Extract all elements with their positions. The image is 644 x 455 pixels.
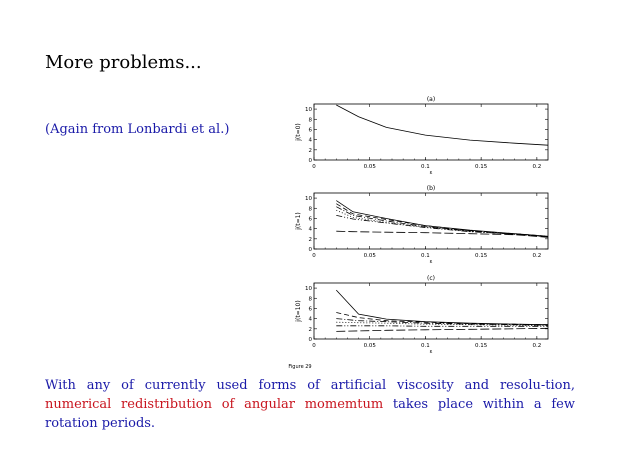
x-tick-label: 0.2 — [532, 253, 542, 259]
y-tick-label: 4 — [308, 316, 312, 323]
y-axis-label: j(t=10) — [295, 300, 302, 322]
y-tick-label: 6 — [308, 306, 312, 313]
series-line — [336, 210, 548, 237]
x-tick-label: 0 — [312, 343, 316, 349]
y-tick-label: 4 — [308, 226, 312, 233]
caption-part1: With any of currently used forms of artificial viscosity and resolu-tion, — [45, 378, 575, 393]
y-tick-label: 0 — [308, 247, 312, 253]
series-line — [336, 231, 548, 237]
y-axis-label: j(t=0) — [295, 123, 302, 141]
series-line — [336, 313, 548, 325]
series-line — [336, 201, 548, 237]
y-axis-label: j(t=1) — [295, 212, 302, 230]
y-tick-label: 8 — [308, 117, 312, 124]
x-tick-label: 0.05 — [363, 343, 376, 349]
x-axis-label: ε — [429, 259, 433, 265]
plot-frame — [314, 104, 548, 160]
y-tick-label: 10 — [305, 196, 312, 203]
caption — [45, 376, 575, 433]
x-tick-label: 0.1 — [421, 343, 430, 349]
x-tick-label: 0 — [312, 253, 316, 259]
plot-frame — [314, 283, 548, 339]
series-line — [336, 328, 548, 331]
x-tick-label: 0.1 — [421, 253, 430, 259]
series-line — [336, 326, 548, 327]
y-tick-label: 6 — [308, 127, 312, 134]
panel-title: (c) — [427, 275, 435, 282]
y-tick-label: 2 — [308, 236, 312, 243]
x-tick-label: 0.1 — [421, 164, 430, 170]
y-tick-label: 0 — [308, 158, 312, 164]
caption-part3: takes place within a few rotation periods. — [45, 397, 575, 431]
x-tick-label: 0.05 — [363, 164, 376, 170]
x-tick-label: 0.15 — [475, 253, 488, 259]
slide-subtitle: (Again from Lonbardi et al.) — [45, 122, 230, 137]
y-tick-label: 10 — [305, 107, 312, 114]
panel-title: (b) — [426, 185, 436, 192]
x-tick-label: 0.2 — [532, 343, 542, 349]
slide-title: More problems... — [45, 52, 202, 73]
figure-label: Figure 29 — [288, 364, 312, 370]
y-tick-label: 6 — [308, 216, 312, 223]
caption-highlight: numerical redistribution of angular momemtum — [45, 397, 384, 412]
x-axis-label: ε — [429, 170, 433, 176]
series-line — [336, 290, 548, 325]
x-tick-label: 0 — [312, 164, 316, 170]
y-tick-label: 10 — [305, 286, 312, 293]
y-tick-label: 0 — [308, 337, 312, 343]
x-axis-label: ε — [429, 349, 433, 355]
y-tick-label: 2 — [308, 147, 312, 154]
x-tick-label: 0.15 — [475, 343, 488, 349]
y-tick-label: 2 — [308, 326, 312, 333]
panel-title: (a) — [426, 96, 436, 103]
plot-frame — [314, 193, 548, 249]
x-tick-label: 0.2 — [532, 164, 542, 170]
y-tick-label: 8 — [308, 296, 312, 303]
x-tick-label: 0.15 — [475, 164, 488, 170]
series-line — [336, 105, 548, 145]
y-tick-label: 8 — [308, 206, 312, 213]
x-tick-label: 0.05 — [363, 253, 376, 259]
y-tick-label: 4 — [308, 137, 312, 144]
